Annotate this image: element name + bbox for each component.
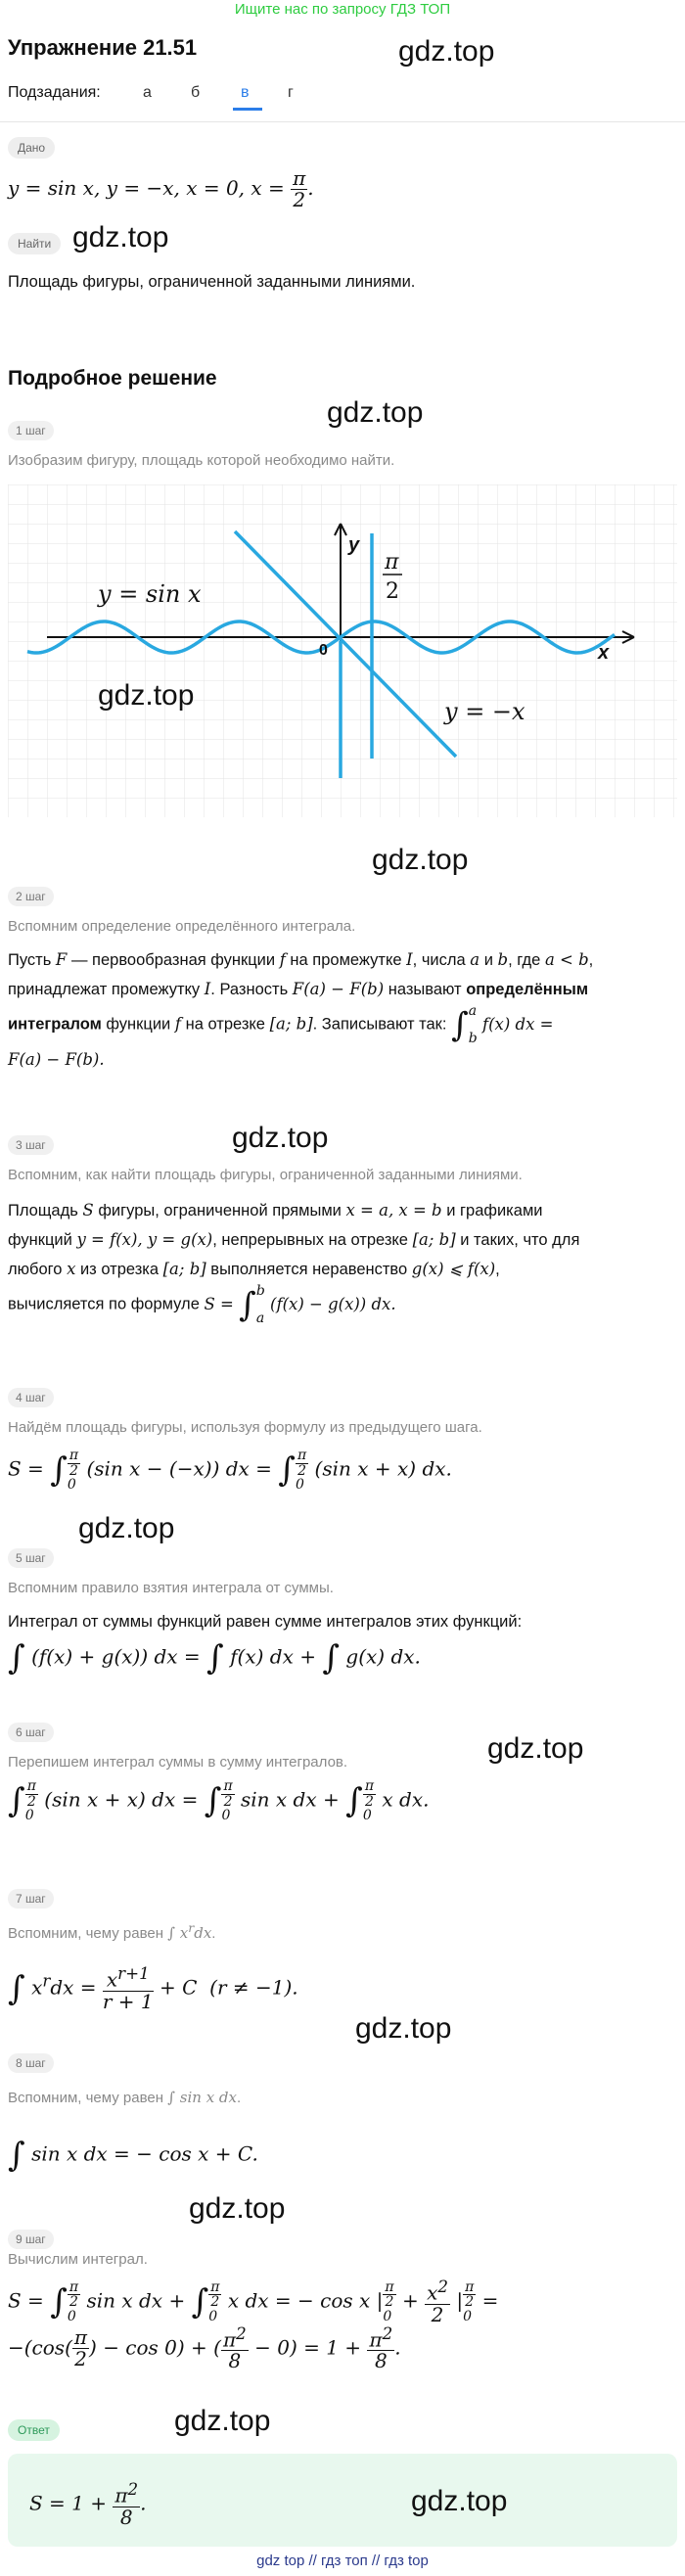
step-1-caption: Изобразим фигуру, площадь которой необходимо найти. [8,452,395,469]
watermark: gdz.top [72,221,169,253]
watermark: gdz.top [189,2192,286,2225]
watermark: gdz.top [487,1732,584,1765]
step-3-caption: Вспомним, как найти площадь фигуры, ограниченной заданными линиями. [8,1167,523,1183]
step-1-label: 1 шаг [8,421,54,440]
step-8-label: 8 шаг [8,2053,54,2073]
tab-v[interactable]: в [241,84,250,101]
step-6-formula: ∫ $\frac{\pi}{2}$ 0 (sin x + x) dx = ∫ $\frac{\pi}{2}$ 0 sin x dx + ∫ $\frac{\pi}{2}$ 0 x dx. [8,1778,430,1824]
step-4-formula: S = ∫ $\frac{\pi}{2}$ 0 (sin x − (−x)) dx = ∫ $\frac{\pi}{2}$ 0 (sin x + x) dx. [8,1448,452,1494]
step-5-caption: Вспомним правило взятия интеграла от суммы. [8,1580,334,1596]
given-math: y = sin x, y = −x, x = 0, x = $\frac{\pi}{2}$ . [8,166,314,211]
step-2-body: Пусть F — первообразная функции f на промежутке I, числа a и b, где a < b, принадлежат промежутку I. Разность F(a) − F(b) называют определённым интегралом функции f на отрезке [a; b]. Записывают так: ∫a b f(x) dx = F(a) − F(b). [8,950,594,1069]
label-pi: π [385,550,399,575]
watermark: gdz.top [355,2012,452,2045]
watermark: gdz.top [372,844,469,876]
step-4-caption: Найдём площадь фигуры, используя формулу из предыдущего шага. [8,1419,482,1436]
watermark: gdz.top [232,1122,329,1154]
step-8-caption: Вспомним, чему равен ∫ sin x dx. [8,2089,242,2106]
top-banner[interactable]: Ищите нас по запросу ГДЗ ТОП [234,1,451,18]
watermark: gdz.top [398,35,495,68]
step-9-label: 9 шаг [8,2230,54,2249]
watermark: gdz.top [98,679,195,712]
tab-b[interactable]: б [191,84,201,101]
active-tab-indicator [233,108,262,111]
find-text: Площадь фигуры, ограниченной заданными линиями. [8,273,416,291]
label-x: x [598,642,610,664]
answer-box [8,2454,677,2547]
label-neg-x: y = −x [444,698,525,725]
tab-g[interactable]: г [288,84,294,101]
label-y: y [348,534,360,556]
step-5-text: Интеграл от суммы функций равен сумме интегралов этих функций: [8,1613,523,1631]
label-zero: 0 [319,642,328,659]
label-sin: y = sin x [98,580,202,608]
step-9-caption: Вычислим интеграл. [8,2251,148,2268]
watermark: gdz.top [78,1512,175,1544]
step-5-formula: ∫ (f(x) + g(x)) dx = ∫ f(x) dx + ∫ g(x) dx. [8,1638,421,1678]
step-2-label: 2 шаг [8,887,54,906]
divider [0,121,685,122]
step-2-caption: Вспомним определение определённого интеграла. [8,918,356,935]
step-4-label: 4 шаг [8,1388,54,1407]
step-7-label: 7 шаг [8,1889,54,1909]
step-9-formula: S = ∫ $\frac{\pi}{2}$ 0 sin x dx + ∫ $\frac{\pi}{2}$ 0 x dx = − cos x | $\frac{\pi}{2}$ 0 + $\frac{x^2}{2}$ | $\frac{\pi}{2}$ 0 = −(cos( $\frac{\pi}{2}$ ) − cos 0) + ( $\frac{\pi^2}{8}$ − 0) = 1 + $\frac{\pi^2}{8}$ . [8,2277,499,2373]
step-5-label: 5 шаг [8,1548,54,1568]
tab-a[interactable]: а [143,84,152,101]
function-graph [8,484,677,817]
step-7-formula: ∫ $x^rdx$ = $\frac{x^{r+1}}{r + 1}$ + C (r ≠ −1). [8,1964,298,2013]
step-3-label: 3 шаг [8,1135,54,1155]
watermark: gdz.top [411,2485,508,2517]
step-8-formula: ∫ sin x dx = − cos x + C. [8,2136,258,2175]
watermark: gdz.top [327,396,424,429]
step-7-caption: Вспомним, чему равен ∫ $x^rdx$. [8,1920,216,1942]
graph-grid [8,484,677,817]
page-title: Упражнение 21.51 [8,35,198,60]
answer-pill: Ответ [8,2419,60,2441]
label-two: 2 [386,579,399,604]
find-pill: Найти [8,233,61,254]
subtasks-label: Подзадания: [8,84,101,101]
watermark: gdz.top [174,2405,271,2437]
solution-title: Подробное решение [8,367,217,390]
given-pill: Дано [8,137,55,159]
step-3-body: Площадь S фигуры, ограниченной прямыми x = a, x = b и графиками функций y = f(x), y = g(x), непрерывных на отрезке [a; b] и таких, что для любого x из отрезка [a; b] выполняется неравенство g(x) ⩽ f(x), вычисляется по формуле S = ∫b a (f(x) − g(x)) dx. [8,1201,580,1326]
step-6-label: 6 шаг [8,1723,54,1742]
footer-links[interactable]: gdz top // гдз топ // гдз top [256,2553,429,2569]
answer-formula: S = 1 + $\frac{\pi^2}{8}$ . [29,2480,147,2529]
step-6-caption: Перепишем интеграл суммы в сумму интегралов. [8,1754,348,1771]
